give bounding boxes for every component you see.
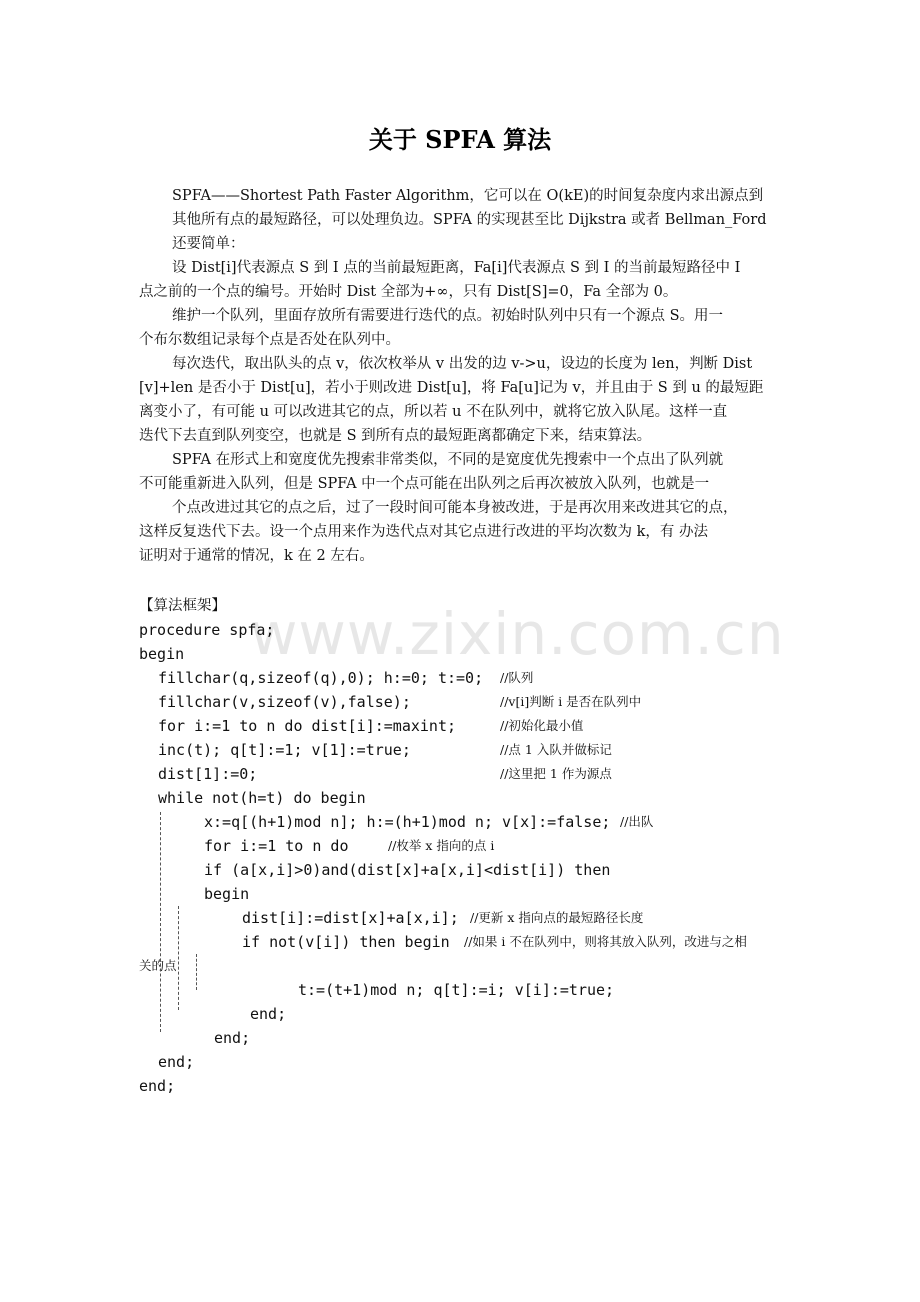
- code-line: begin: [139, 645, 185, 663]
- code-comment: //这里把 1 作为源点: [500, 766, 612, 781]
- paragraph-line: 个点改进过其它的点之后，过了一段时间可能本身被改进，于是再次用来改进其它的点，: [172, 500, 738, 516]
- paragraph-line: 个布尔数组记录每个点是否处在队列中。: [139, 332, 400, 348]
- watermark: www.zixin.com.cn: [250, 600, 785, 668]
- code-comment: //队列: [500, 670, 534, 685]
- paragraph-line: 维护一个队列，里面存放所有需要进行迭代的点。初始时队列中只有一个源点 S。用一: [172, 308, 724, 324]
- paragraph-line: 其他所有点的最短路径，可以处理负边。SPFA 的实现甚至比 Dijkstra 或者 Bellman_Ford: [172, 212, 767, 228]
- paragraph-line: 设 Dist[i]代表源点 S 到 I 点的当前最短距离，Fa[i]代表源点 S 到 I 的当前最短路径中 I: [172, 260, 741, 276]
- code-comment: //更新 x 指向点的最短路径长度: [470, 910, 644, 925]
- code-comment: //如果 i 不在队列中，则将其放入队列，改进与之相: [464, 934, 747, 949]
- paragraph-line: 每次迭代，取出队头的点 v，依次枚举从 v 出发的边 v->u，设边的长度为 len，判断 Dist: [172, 356, 753, 372]
- block-guide-line: [178, 906, 179, 1010]
- code-line: while not(h=t) do begin: [158, 789, 366, 807]
- code-line: dist[i]:=dist[x]+a[x,i];: [242, 909, 459, 927]
- code-line: procedure spfa;: [139, 621, 275, 639]
- code-comment: //出队: [620, 814, 654, 829]
- code-line: x:=q[(h+1)mod n]; h:=(h+1)mod n; v[x]:=false;: [204, 813, 611, 831]
- paragraph-line: SPFA——Shortest Path Faster Algorithm，它可以在 O(kE)的时间复杂度内求出源点到: [172, 188, 764, 204]
- code-line: dist[1]:=0;: [158, 765, 258, 783]
- code-line: begin: [204, 885, 250, 903]
- block-guide-line: [196, 954, 197, 990]
- code-comment: //v[i]判断 i 是否在队列中: [500, 694, 642, 709]
- code-comment: //枚举 x 指向的点 i: [388, 838, 495, 853]
- paragraph-line: 迭代下去直到队列变空，也就是 S 到所有点的最短距离都确定下来，结束算法。: [139, 428, 652, 444]
- code-line: if not(v[i]) then begin: [242, 933, 450, 951]
- code-line: end;: [139, 1077, 176, 1095]
- section-heading: 【算法框架】: [139, 598, 226, 614]
- code-line: if (a[x,i]>0)and(dist[x]+a[x,i]<dist[i]) then: [204, 861, 611, 879]
- code-line: end;: [214, 1029, 251, 1047]
- code-line: inc(t); q[t]:=1; v[1]:=true;: [158, 741, 411, 759]
- paragraph-line: 证明对于通常的情况，k 在 2 左右。: [139, 548, 374, 564]
- paragraph-line: 这样反复迭代下去。设一个点用来作为迭代点对其它点进行改进的平均次数为 k，有 办法: [139, 524, 709, 540]
- block-guide-line: [160, 812, 161, 1032]
- code-line: end;: [158, 1053, 195, 1071]
- page-title: 关于 SPFA 算法: [368, 125, 552, 154]
- code-line: for i:=1 to n do: [204, 837, 349, 855]
- code-comment: //点 1 入队并做标记: [500, 742, 612, 757]
- code-comment: 关的点: [139, 958, 177, 973]
- paragraph-line: SPFA 在形式上和宽度优先搜索非常类似，不同的是宽度优先搜索中一个点出了队列就: [172, 452, 724, 468]
- paragraph-line: 点之前的一个点的编号。开始时 Dist 全部为+∞，只有 Dist[S]=0，Fa 全部为 0。: [139, 284, 678, 300]
- code-comment: //初始化最小值: [500, 718, 584, 733]
- code-line: end;: [250, 1005, 287, 1023]
- paragraph-line: 还要简单：: [172, 236, 245, 252]
- code-line: fillchar(v,sizeof(v),false);: [158, 693, 411, 711]
- paragraph-line: 不可能重新进入队列，但是 SPFA 中一个点可能在出队列之后再次被放入队列，也就是一: [139, 476, 710, 492]
- paragraph-line: [v]+len 是否小于 Dist[u]，若小于则改进 Dist[u]，将 Fa[u]记为 v，并且由于 S 到 u 的最短距: [139, 380, 764, 396]
- code-line: fillchar(q,sizeof(q),0); h:=0; t:=0;: [158, 669, 484, 687]
- code-line: for i:=1 to n do dist[i]:=maxint;: [158, 717, 457, 735]
- paragraph-line: 离变小了，有可能 u 可以改进其它的点，所以若 u 不在队列中，就将它放入队尾。这样一直: [139, 404, 728, 420]
- code-line: t:=(t+1)mod n; q[t]:=i; v[i]:=true;: [298, 981, 615, 999]
